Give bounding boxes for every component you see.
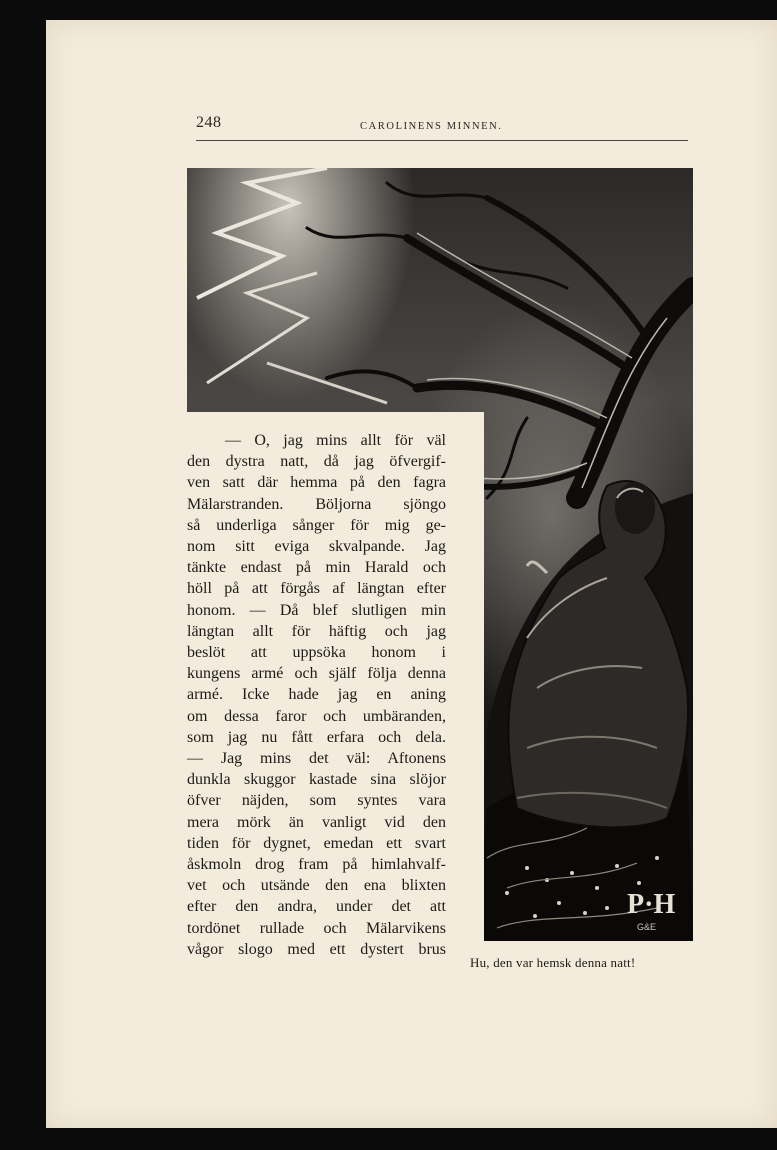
engraver-mark: G&E (637, 922, 657, 932)
text-line: öfver näjden, som syntes vara (187, 792, 446, 810)
text-block (187, 412, 484, 972)
text-line: så underliga sånger för mig ge- (187, 516, 446, 534)
text-line: tordönet rullade och Mälarvikens (187, 919, 446, 937)
text-line: armé. Icke hade jag en aning (187, 686, 446, 704)
text-line: längtan allt för häftig och jag (187, 622, 446, 640)
text-line: tänkte endast på min Harald och (187, 559, 446, 577)
text-line: vet och utsände den ena blixten (187, 877, 446, 895)
header-rule (196, 140, 688, 141)
text-line: kungens armé och själf följa denna (187, 665, 446, 683)
text-line: höll på att förgås af längtan efter (187, 580, 446, 598)
text-line: — Jag mins det väl: Aftonens (187, 750, 446, 768)
text-line: ven satt där hemma på den fagra (187, 474, 446, 492)
text-line: nom sitt eviga skvalpande. Jag (187, 538, 446, 556)
illustration-caption: Hu, den var hemsk denna natt! (470, 955, 636, 970)
text-line: den dystra natt, då jag öfvergif- (187, 453, 446, 471)
text-line: vågor slogo med ett dystert brus (187, 940, 446, 958)
text-line: åskmoln drog fram på himlahvalf- (187, 856, 446, 874)
text-line: som jag nu fått erfara och dela. (187, 728, 446, 746)
text-line: om dessa faror och umbäranden, (187, 707, 446, 725)
text-line: Mälarstranden. Böljorna sjöngo (187, 495, 446, 513)
body-paragraph (187, 430, 446, 960)
text-line: efter den andra, under det att (187, 898, 446, 916)
text-line: tiden för dygnet, emedan ett svart (187, 834, 446, 852)
monogram: P·H (627, 889, 676, 920)
text-line: mera mörk än vanligt vid den (187, 813, 446, 831)
text-line: honom. — Då blef slutligen min (187, 601, 446, 619)
page-number: 248 (196, 114, 222, 131)
text-line: — O, jag mins allt för väl (225, 432, 446, 449)
text-line: dunkla skuggor kastade sina slöjor (187, 771, 446, 789)
text-line: beslöt att uppsöka honom i (187, 644, 446, 662)
running-head: CAROLINENS MINNEN. (360, 121, 503, 132)
